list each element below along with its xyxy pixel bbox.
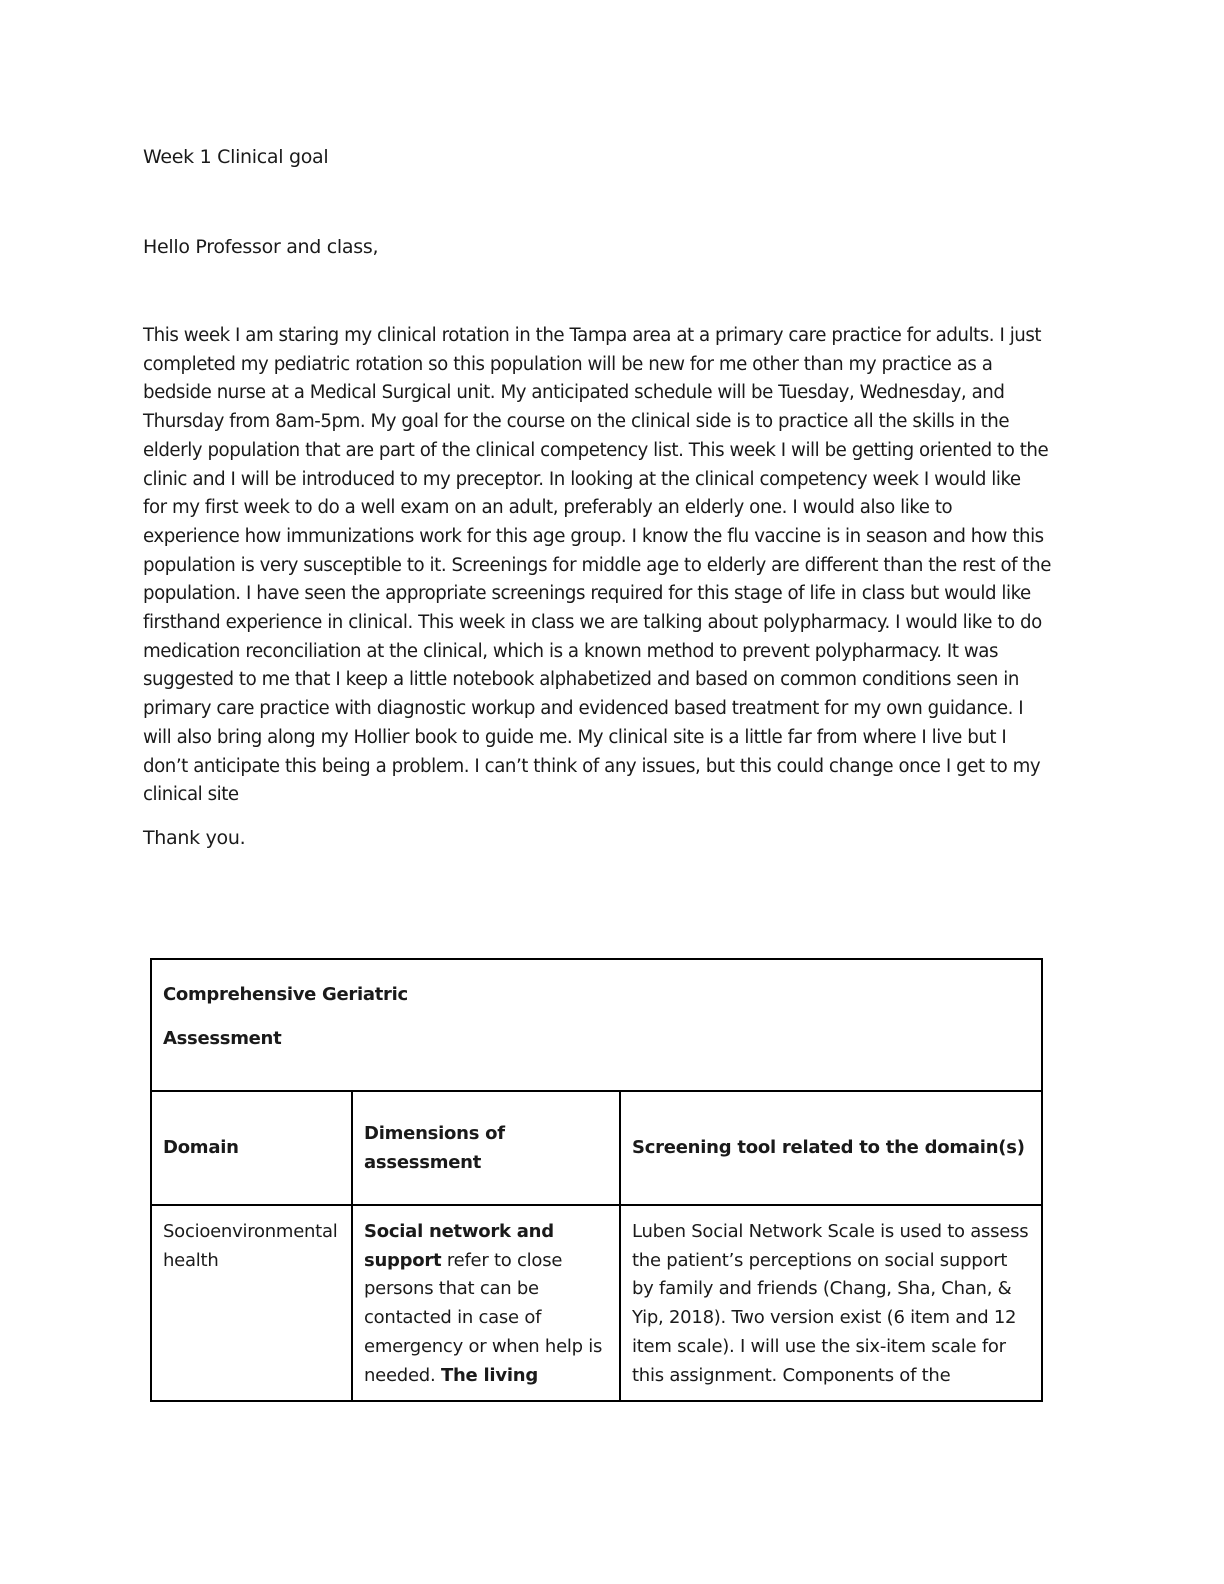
cell-dimensions bbox=[353, 1206, 621, 1400]
document-heading: Week 1 Clinical goal bbox=[143, 146, 329, 168]
body-line: suggested to me that I keep a little notebook alphabetized and based on common conditions seen in bbox=[143, 669, 1019, 691]
body-line: don’t anticipate this being a problem. I can’t think of any issues, but this could change once I get to my bbox=[143, 755, 1041, 777]
body-paragraph bbox=[143, 322, 1083, 810]
cell-text-line: emergency or when help is bbox=[364, 1335, 603, 1357]
header-domain bbox=[152, 1092, 353, 1204]
table-title-cell bbox=[152, 960, 1041, 1092]
body-line: population is very susceptible to it. Screenings for middle age to elderly are different than the rest of the bbox=[143, 554, 1051, 576]
cell-text-line: contacted in case of bbox=[364, 1307, 542, 1329]
cell-text-line: by family and friends (Chang, Sha, Chan, & bbox=[632, 1278, 1012, 1300]
cell-text-line: persons that can be bbox=[364, 1278, 539, 1300]
body-line: bedside nurse at a Medical Surgical unit. My anticipated schedule will be Tuesday, Wednesday, and bbox=[143, 382, 1005, 404]
cell-text-line: health bbox=[163, 1249, 219, 1271]
body-line: clinical site bbox=[143, 784, 239, 806]
table-title-line: Comprehensive Geriatric bbox=[163, 984, 408, 1005]
body-line: elderly population that are part of the clinical competency list. This week I will be getting oriented to the bbox=[143, 439, 1049, 461]
cell-text-line: the patient’s perceptions on social support bbox=[632, 1249, 1008, 1271]
body-line: population. I have seen the appropriate screenings required for this stage of life in class but would like bbox=[143, 583, 1031, 605]
header-dimensions-line: assessment bbox=[364, 1152, 482, 1173]
body-line: firsthand experience in clinical. This week in class we are talking about polypharmacy. I would like to do bbox=[143, 612, 1042, 634]
cell-domain bbox=[152, 1206, 353, 1400]
cell-text-line bbox=[364, 1362, 611, 1391]
cell-text-line bbox=[364, 1247, 611, 1276]
cell-text-line bbox=[364, 1218, 611, 1247]
header-dimensions-line: Dimensions of bbox=[364, 1123, 505, 1144]
cell-text-line: Yip, 2018). Two version exist (6 item and 12 bbox=[632, 1307, 1017, 1329]
table-header-row bbox=[152, 1092, 1041, 1206]
table-title-line: Assessment bbox=[163, 1028, 282, 1049]
body-line: for my first week to do a well exam on an adult, preferably an elderly one. I would also like to bbox=[143, 497, 953, 519]
cell-text-line: Socioenvironmental bbox=[163, 1221, 338, 1242]
header-screening-tool bbox=[621, 1092, 1041, 1204]
header-dimensions-label bbox=[364, 1119, 505, 1177]
body-line: This week I am staring my clinical rotation in the Tampa area at a primary care practice for adults. I just bbox=[143, 325, 1042, 346]
body-line: primary care practice with diagnostic workup and evidenced based treatment for my own guidance. I bbox=[143, 698, 1024, 720]
body-line: Thursday from 8am-5pm. My goal for the course on the clinical side is to practice all the skills in the bbox=[143, 411, 1010, 433]
cell-text-line: Luben Social Network Scale is used to assess bbox=[632, 1221, 1029, 1242]
cell-text-fragment: refer to close bbox=[441, 1249, 563, 1271]
bold-term: Social network and bbox=[364, 1221, 554, 1242]
cell-text-line: this assignment. Components of the bbox=[632, 1364, 951, 1386]
bold-term: The living bbox=[440, 1364, 538, 1386]
body-line: clinic and I will be introduced to my preceptor. In looking at the clinical competency week I would like bbox=[143, 468, 1021, 490]
body-line: experience how immunizations work for this age group. I know the flu vaccine is in season and how this bbox=[143, 525, 1044, 547]
cell-text-fragment: needed. bbox=[364, 1364, 441, 1386]
cell-screening-tool bbox=[621, 1206, 1041, 1400]
header-dimensions bbox=[353, 1092, 621, 1204]
header-screening-label: Screening tool related to the domain(s) bbox=[632, 1136, 1025, 1158]
bold-term: support bbox=[364, 1249, 442, 1271]
signoff: Thank you. bbox=[143, 827, 246, 849]
cell-text-line: item scale). I will use the six-item scale for bbox=[632, 1335, 1006, 1357]
header-domain-label: Domain bbox=[163, 1136, 239, 1158]
body-line: medication reconciliation at the clinical, which is a known method to prevent polypharmacy. It was bbox=[143, 640, 999, 662]
table-row bbox=[152, 1206, 1041, 1400]
greeting: Hello Professor and class, bbox=[143, 236, 379, 258]
body-line: will also bring along my Hollier book to guide me. My clinical site is a little far from where I live but I bbox=[143, 726, 1007, 748]
body-line: completed my pediatric rotation so this population will be new for me other than my practice as a bbox=[143, 353, 993, 375]
geriatric-assessment-table bbox=[150, 958, 1043, 1402]
